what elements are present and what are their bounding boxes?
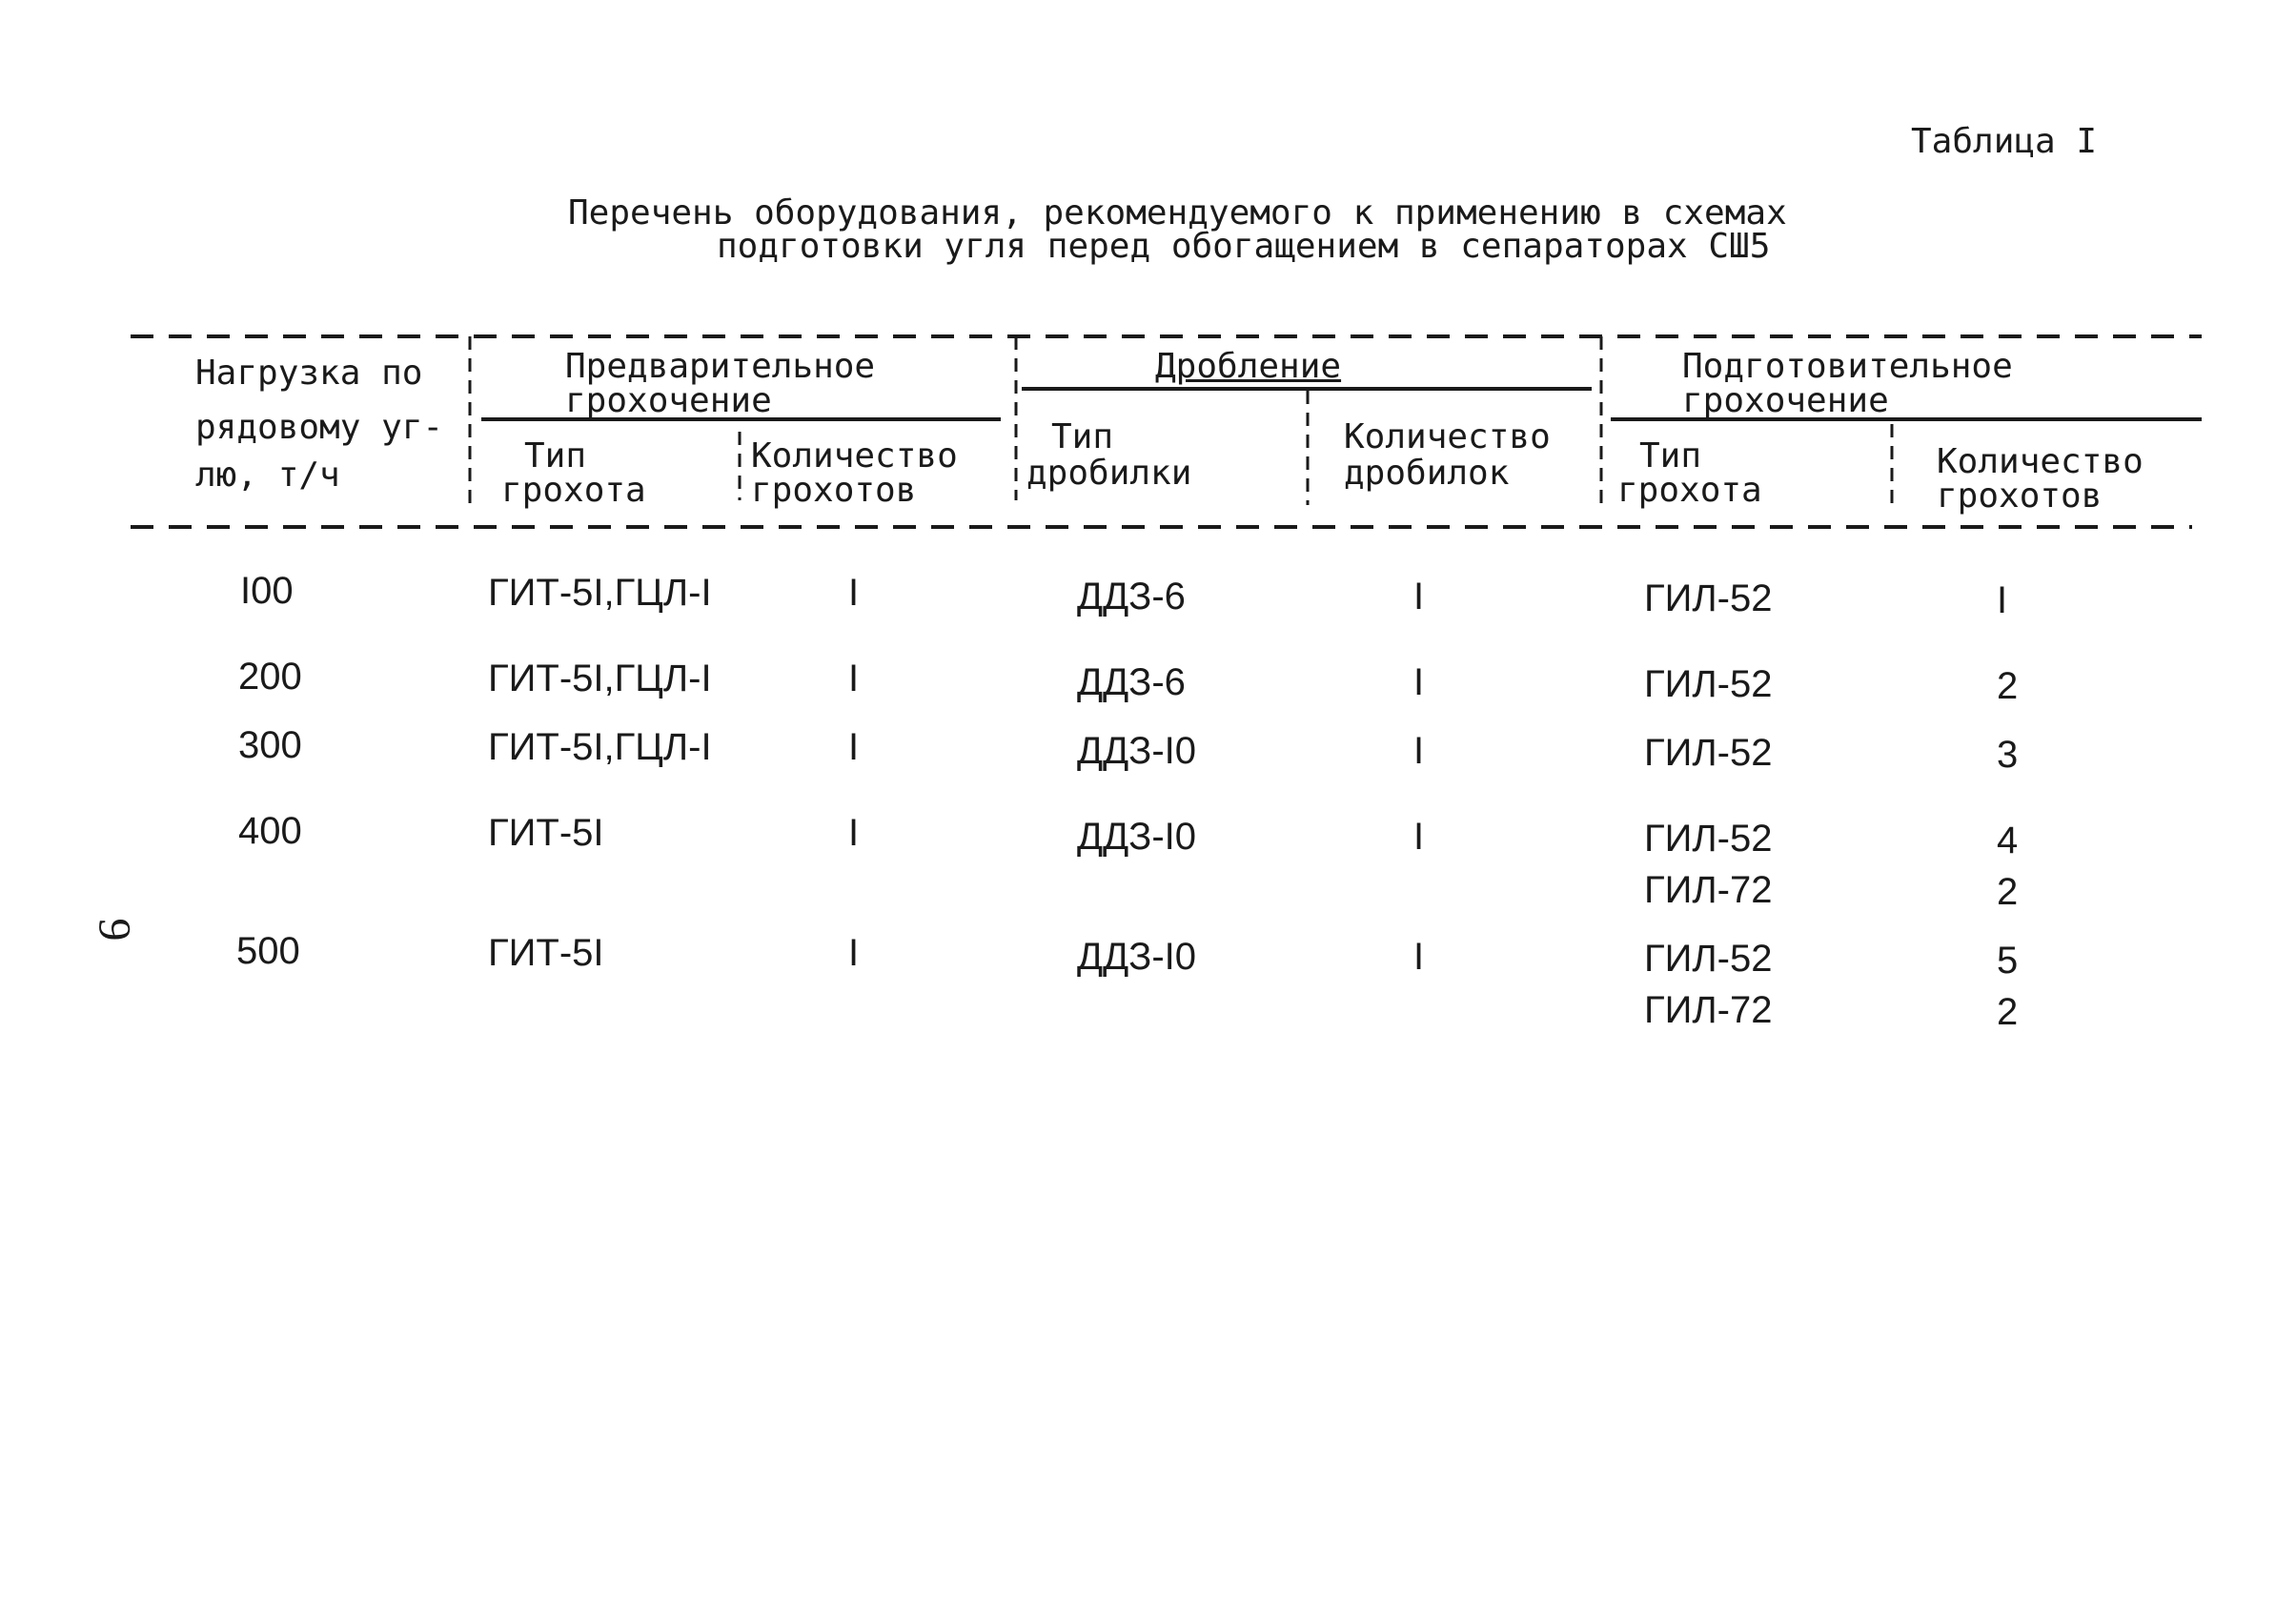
header-load-line-3: лю, т/ч (195, 456, 340, 495)
row-4-prep-count-1: 4 (1997, 820, 2019, 861)
header-crusher-type-1: Тип (1051, 417, 1114, 456)
row-5-crusher-count: I (1413, 936, 1425, 978)
row-3-crusher-count: I (1413, 730, 1425, 772)
header-prep-count-2: грохотов (1937, 476, 2103, 516)
row-2-prep-count: 2 (1997, 665, 2019, 707)
table-caption-line-1: Перечень оборудования, рекомендуемого к применению в схемах (568, 193, 1787, 233)
header-prep-type-2: грохота (1617, 471, 1762, 510)
row-3-crusher: ДДЗ-I0 (1077, 730, 1197, 772)
row-5-prep-type-2: ГИЛ-72 (1644, 989, 1773, 1031)
row-1-crusher-count: I (1413, 576, 1425, 618)
row-1-crusher: ДДЗ-6 (1077, 576, 1186, 618)
header-load-line-2: рядовому уг- (195, 408, 444, 447)
header-prep-screening-title-2: грохочение (1682, 381, 1889, 420)
header-pre-type-2: грохота (501, 471, 646, 510)
row-1-pre-count: I (848, 572, 860, 614)
row-4-load: 400 (238, 810, 302, 852)
row-4-pre-type: ГИТ-5I (488, 812, 604, 854)
header-crusher-count-2: дробилок (1344, 454, 1510, 493)
header-prep-type-1: Тип (1639, 436, 1702, 476)
table-label: Таблица I (1911, 122, 2098, 161)
header-crusher-type-2: дробилки (1026, 454, 1192, 493)
header-crusher-count-1: Количество (1344, 417, 1551, 456)
row-1-load: I00 (240, 570, 294, 612)
header-pre-count-1: Количество (751, 436, 958, 476)
row-5-prep-count-1: 5 (1997, 940, 2019, 982)
row-5-prep-type-1: ГИЛ-52 (1644, 938, 1773, 980)
row-5-load: 500 (236, 930, 300, 972)
header-load-line-1: Нагрузка по (195, 354, 423, 393)
row-4-prep-type-2: ГИЛ-72 (1644, 869, 1773, 911)
row-5-pre-type: ГИТ-5I (488, 932, 604, 974)
row-4-prep-type-1: ГИЛ-52 (1644, 818, 1773, 860)
row-4-pre-count: I (848, 812, 860, 854)
row-2-pre-count: I (848, 658, 860, 699)
header-prep-count-1: Количество (1937, 442, 2144, 481)
header-pre-type-1: Тип (524, 436, 587, 476)
row-2-pre-type: ГИТ-5I,ГЦЛ-I (488, 658, 712, 699)
row-2-load: 200 (238, 656, 302, 698)
row-3-pre-type: ГИТ-5I,ГЦЛ-I (488, 726, 712, 768)
row-3-prep-count: 3 (1997, 734, 2019, 776)
row-1-pre-type: ГИТ-5I,ГЦЛ-I (488, 572, 712, 614)
row-3-prep-type: ГИЛ-52 (1644, 732, 1773, 774)
header-prep-screening-title-1: Подготовительное (1682, 347, 2013, 386)
row-4-crusher: ДДЗ-I0 (1077, 816, 1197, 858)
row-2-crusher-count: I (1413, 661, 1425, 703)
header-crushing-title: Дробление (1155, 347, 1342, 386)
row-4-crusher-count: I (1413, 816, 1425, 858)
row-3-load: 300 (238, 724, 302, 766)
row-1-prep-type: ГИЛ-52 (1644, 577, 1773, 619)
header-pre-count-2: грохотов (751, 471, 917, 510)
table-caption-line-2: подготовки угля перед обогащением в сепараторах СШ5 (717, 227, 1771, 266)
header-pre-screening-title-1: Предварительное (565, 347, 876, 386)
row-5-pre-count: I (848, 932, 860, 974)
row-1-prep-count: I (1997, 579, 2008, 621)
header-pre-screening-title-2: грохочение (565, 381, 772, 420)
page-number: 9 (89, 918, 140, 942)
row-2-crusher: ДДЗ-6 (1077, 661, 1186, 703)
row-4-prep-count-2: 2 (1997, 871, 2019, 913)
row-5-crusher: ДДЗ-I0 (1077, 936, 1197, 978)
row-5-prep-count-2: 2 (1997, 991, 2019, 1033)
row-3-pre-count: I (848, 726, 860, 768)
row-2-prep-type: ГИЛ-52 (1644, 663, 1773, 705)
